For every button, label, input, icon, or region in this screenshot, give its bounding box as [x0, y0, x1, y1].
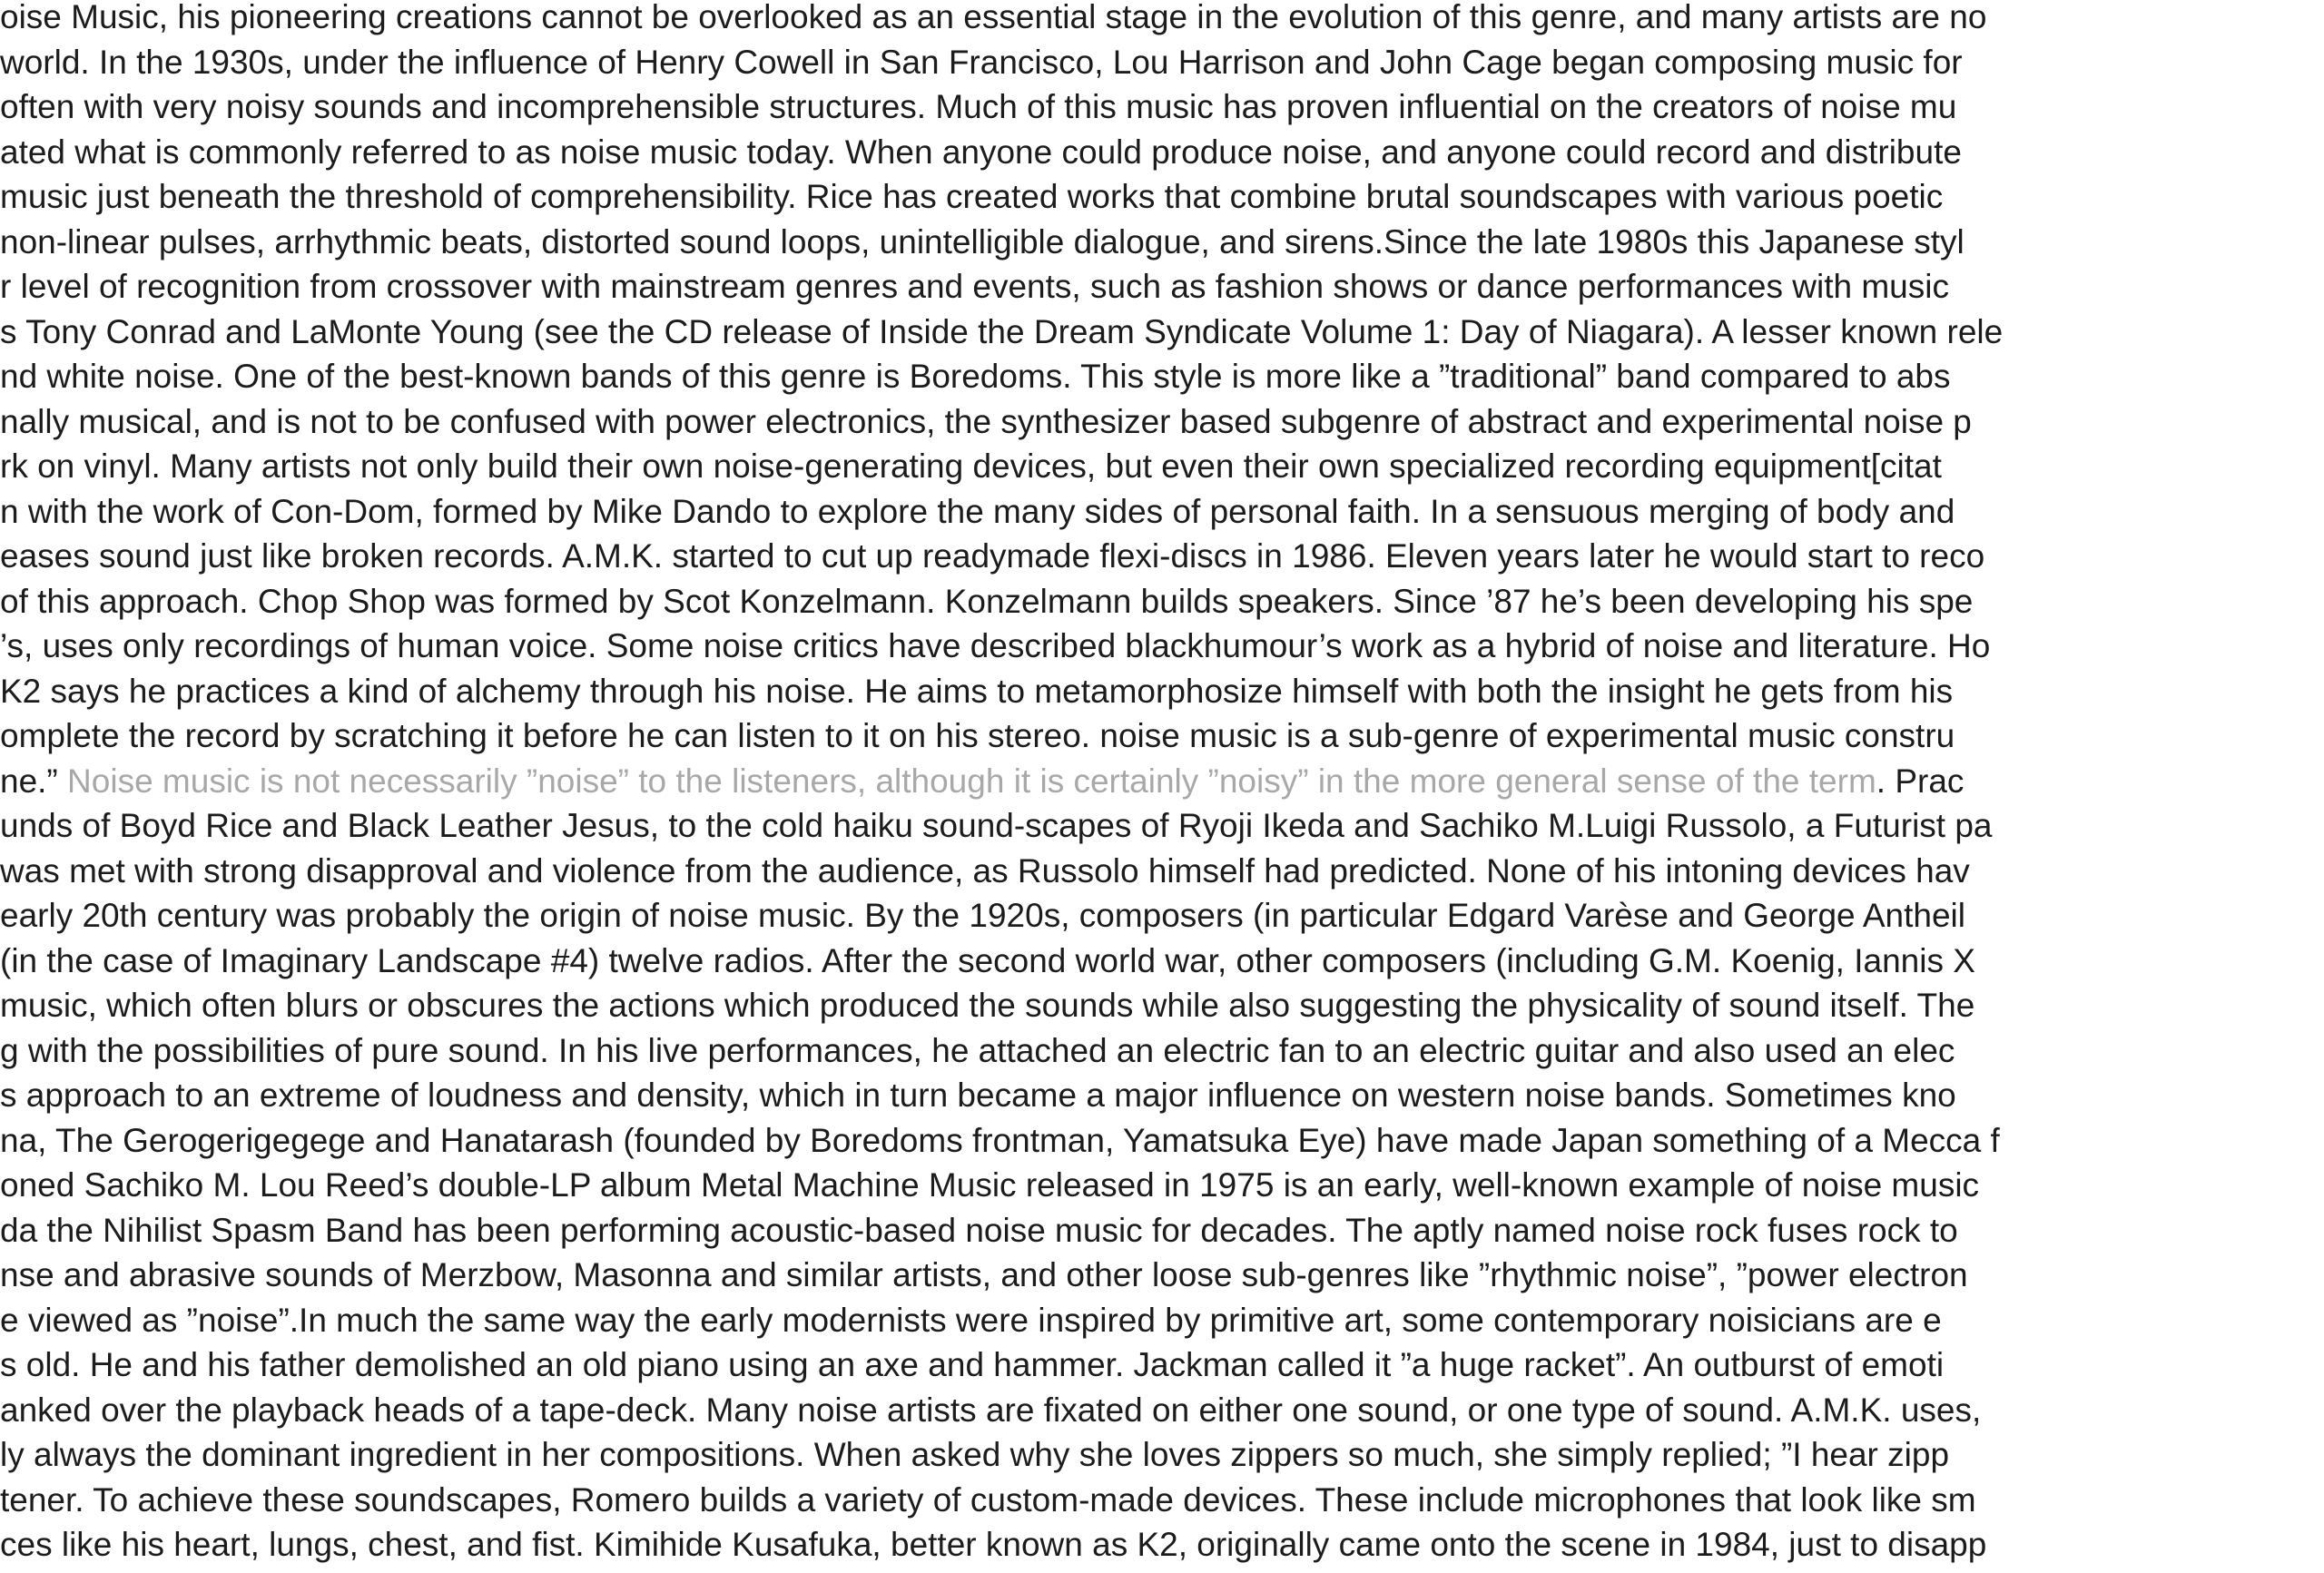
text-line: of this approach. Chop Shop was formed by Scot Konzelmann. Konzelmann builds speakers. Since ’87 he’s been developing his spe [0, 583, 1974, 620]
text-line: non-linear pulses, arrhythmic beats, distorted sound loops, unintelligible dialogue, and sirens.Since the late 1980s this Japanese styl [0, 223, 1965, 261]
text-line: e viewed as ”noise”.In much the same way the early modernists were inspired by primitive art, some contemporary noisicians are e [0, 1302, 1942, 1339]
text-line: omplete the record by scratching it before he can listen to it on his stereo. noise music is a sub-genre of experimental music constru [0, 717, 1955, 754]
text-line: g with the possibilities of pure sound. In his live performances, he attached an electric fan to an electric guitar and also used an elec [0, 1032, 1955, 1069]
line-suffix: . Prac [1876, 762, 1965, 800]
text-line: often with very noisy sounds and incomprehensible structures. Much of this music has proven influential on the creators of noise mu [0, 88, 1957, 125]
text-line: K2 says he practices a kind of alchemy through his noise. He aims to metamorphosize himself with both the insight he gets from his [0, 673, 1954, 710]
text-line: early 20th century was probably the origin of noise music. By the 1920s, composers (in particular Edgard Varèse and George Antheil [0, 897, 1965, 934]
text-line: rk on vinyl. Many artists not only build their own noise-generating devices, but even their own specialized recording equipment[citat [0, 447, 1942, 485]
text-line: s approach to an extreme of loudness and density, which in turn became a major influence on western noise bands. Sometimes kno [0, 1077, 1956, 1114]
text-line: nse and abrasive sounds of Merzbow, Masonna and similar artists, and other loose sub-genres like ”rhythmic noise”, ”power electron [0, 1256, 1968, 1293]
text-line: ces like his heart, lungs, chest, and fist. Kimihide Kusafuka, better known as K2, originally came onto the scene in 1984, just to disapp [0, 1526, 1987, 1563]
text-line: ’s, uses only recordings of human voice. Some noise critics have described blackhumour’s work as a hybrid of noise and literature. Ho [0, 627, 1991, 664]
text-line: music, which often blurs or obscures the actions which produced the sounds while also suggesting the physicality of sound itself. The [0, 987, 1975, 1024]
text-line: tener. To achieve these soundscapes, Romero builds a variety of custom-made devices. These include microphones that look like sm [0, 1481, 1976, 1519]
text-line: unds of Boyd Rice and Black Leather Jesus, to the cold haiku sound-scapes of Ryoji Ikeda and Sachiko M.Luigi Russolo, a Futurist pa [0, 807, 1993, 844]
text-line: r level of recognition from crossover with mainstream genres and events, such as fashion shows or dance performances with music [0, 268, 1949, 305]
text-line: ated what is commonly referred to as noise music today. When anyone could produce noise, and anyone could record and distribute [0, 133, 1962, 171]
text-line: s old. He and his father demolished an old piano using an axe and hammer. Jackman called it ”a huge racket”. An outburst of emoti [0, 1346, 1945, 1383]
text-line: da the Nihilist Spasm Band has been performing acoustic-based noise music for decades. The aptly named noise rock fuses rock to [0, 1212, 1958, 1249]
text-line: na, The Gerogerigegege and Hanatarash (founded by Boredoms frontman, Yamatsuka Eye) have made Japan something of a Mecca f [0, 1122, 2000, 1159]
text-line: ly always the dominant ingredient in her compositions. When asked why she loves zippers so much, she simply replied; ”I hear zipp [0, 1436, 1950, 1473]
text-line: was met with strong disapproval and violence from the audience, as Russolo himself had predicted. None of his intoning devices hav [0, 852, 1970, 890]
text-line: s Tony Conrad and LaMonte Young (see the CD release of Inside the Dream Syndicate Volume 1: Day of Niagara). A lesser known rele [0, 313, 2004, 350]
text-line: oise Music, his pioneering creations cannot be overlooked as an essential stage in the evolution of this genre, and many artists are no [0, 0, 1987, 35]
line-prefix: ne.” [0, 762, 68, 800]
text-line: music just beneath the threshold of comprehensibility. Rice has created works that combine brutal soundscapes with various poetic [0, 178, 1944, 215]
text-line: (in the case of Imaginary Landscape #4) twelve radios. After the second world war, other composers (including G.M. Koenig, Iannis X [0, 942, 1975, 979]
text-line: nd white noise. One of the best-known bands of this genre is Boredoms. This style is more like a ”traditional” band compared to abs [0, 358, 1951, 395]
text-line: world. In the 1930s, under the influence of Henry Cowell in San Francisco, Lou Harrison and John Cage began composing music for [0, 44, 1963, 81]
highlighted-sentence: Noise music is not necessarily ”noise” to the listeners, although it is certainly ”noisy” in the more general sense of the term [67, 762, 1876, 800]
text-line: nally musical, and is not to be confused with power electronics, the synthesizer based subgenre of abstract and experimental noise p [0, 403, 1972, 440]
text-line: eases sound just like broken records. A.M.K. started to cut up readymade flexi-discs in 1986. Eleven years later he would start to reco [0, 537, 1985, 575]
text-line: anked over the playback heads of a tape-deck. Many noise artists are fixated on either one sound, or one type of sound. A.M.K. uses, [0, 1391, 1982, 1429]
text-line-highlighted [0, 759, 1964, 803]
text-line: n with the work of Con-Dom, formed by Mike Dando to explore the many sides of personal faith. In a sensuous merging of body and [0, 493, 1955, 530]
text-line: oned Sachiko M. Lou Reed’s double-LP album Metal Machine Music released in 1975 is an early, well-known example of noise music [0, 1166, 1980, 1204]
